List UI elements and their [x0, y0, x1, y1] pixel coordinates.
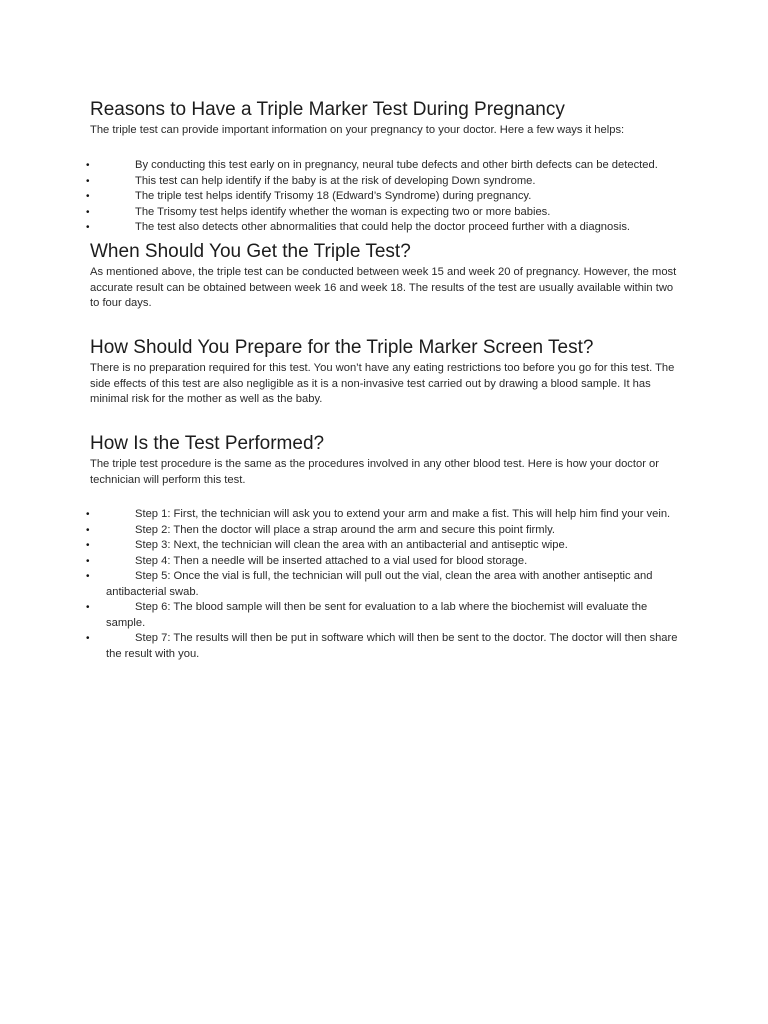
section-prepare: [90, 336, 680, 408]
list-item: • By conducting this test early on in pregnancy, neural tube defects and other birth defects can be detected.: [86, 158, 686, 174]
section-when: [90, 240, 680, 312]
list-item: • The test also detects other abnormalities that could help the doctor proceed further with a diagnosis.: [86, 220, 686, 236]
section-paragraph: There is no preparation required for this test. You won’t have any eating restrictions too before you go for this test. The side effects of this test are also negligible as it is a non-invasive test carried out by drawing a blood sample. It has minimal risk for the mother as well as the baby.: [90, 362, 675, 406]
bullet-icon: •: [86, 540, 90, 551]
list-item: • Step 7: The results will then be put in software which will then be sent to the doctor. The doctor will then share the result with you.: [86, 632, 678, 660]
bullet-icon: •: [86, 524, 90, 536]
list-item: • Step 3: Next, the technician will clean the area with an antibacterial and antiseptic wipe.: [86, 538, 686, 554]
section-paragraph: As mentioned above, the triple test can be conducted between week 15 and week 20 of pregnancy. However, the most accurate result can be obtained between week 16 and week 18. The results of the test are usually available within two to four days.: [90, 266, 677, 310]
bullet-icon: •: [86, 509, 90, 520]
section-heading: How Is the Test Performed?: [90, 433, 325, 454]
bullet-icon: •: [86, 175, 90, 187]
list-item: • Step 5: Once the vial is full, the technician will pull out the vial, clean the area with another antiseptic and antibacterial swab.: [86, 570, 653, 598]
bullet-icon: •: [86, 602, 90, 613]
bullet-icon: •: [86, 571, 90, 582]
section-paragraph: The triple test procedure is the same as the procedures involved in any other blood test. Here is how your doctor or technician will perform this test.: [90, 458, 659, 486]
bullet-icon: •: [86, 191, 90, 202]
list-item: • Step 1: First, the technician will ask you to extend your arm and make a fist. This will help him find your vein.: [86, 507, 686, 523]
list-item: • The triple test helps identify Trisomy 18 (Edward’s Syndrome) during pregnancy.: [86, 189, 686, 205]
list-item: • The Trisomy test helps identify whether the woman is expecting two or more babies.: [86, 205, 686, 221]
list-item: • Step 6: The blood sample will then be sent for evaluation to a lab where the biochemist will evaluate the sample.: [86, 601, 648, 629]
bullet-icon: •: [86, 160, 90, 171]
section-performed: [90, 432, 680, 488]
section-heading: When Should You Get the Triple Test?: [90, 241, 411, 262]
bullet-icon: •: [86, 633, 90, 644]
list-item: • This test can help identify if the baby is at the risk of developing Down syndrome.: [86, 174, 686, 190]
bullet-icon: •: [86, 555, 90, 567]
bullet-icon: •: [86, 222, 90, 233]
list-item: • Step 2: Then the doctor will place a strap around the arm and secure this point firmly.: [86, 523, 686, 539]
bullet-icon: •: [86, 206, 90, 218]
reasons-list: [86, 158, 686, 236]
section-paragraph: The triple test can provide important information on your pregnancy to your doctor. Here a few ways it helps:: [90, 124, 625, 136]
section-reasons: [90, 98, 680, 139]
section-heading: Reasons to Have a Triple Marker Test During Pregnancy: [90, 99, 565, 120]
list-item: • Step 4: Then a needle will be inserted attached to a vial used for blood storage.: [86, 554, 686, 570]
steps-list: [86, 507, 686, 662]
section-heading: How Should You Prepare for the Triple Marker Screen Test?: [90, 337, 594, 358]
